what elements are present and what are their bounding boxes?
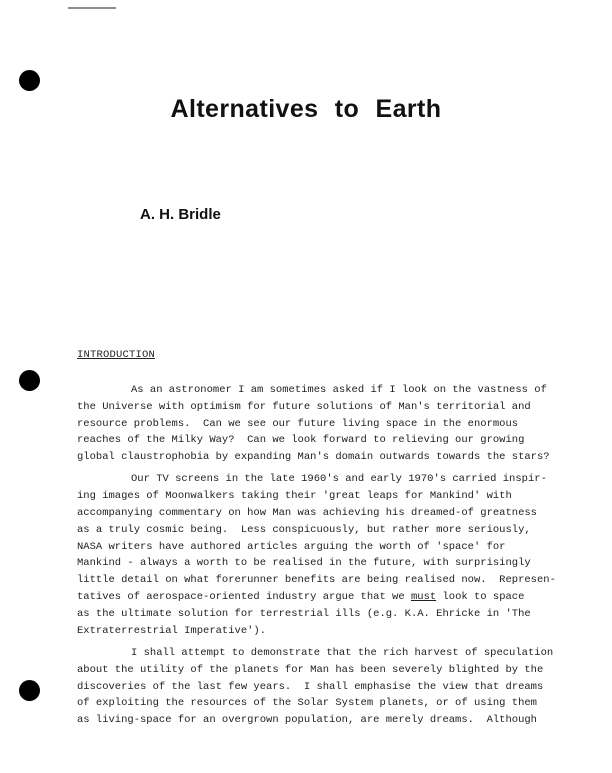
text-line: global claustrophobia by expanding Man's domain outwards towards the stars? [77,451,550,464]
text-line: of exploiting the resources of the Solar System planets, or of using them [77,697,537,710]
paragraph-2 [77,471,567,639]
text-line: as the ultimate solution for terrestrial ills (e.g. K.A. Ehricke in 'The [77,607,531,620]
text-line: Mankind - always a worth to be realised in the future, with surprisingly [77,557,531,570]
section-heading: INTRODUCTION [77,349,156,361]
paragraph-3 [77,645,567,729]
underlined-word: must [410,591,437,604]
text-line: As an astronomer I am sometimes asked if I look on the vastness of [131,384,547,396]
text-line: the Universe with optimism for future solutions of Man's territorial and [77,400,531,413]
text-line: Our TV screens in the late 1960's and early 1970's carried inspir- [131,473,547,486]
text-line: Extraterrestrial Imperative'). [77,624,267,637]
text-line: accompanying commentary on how Man was achieving his dreamed-of greatness [77,507,537,520]
text-line: resource problems. Can we see our future living space in the enormous [77,417,519,430]
document-body [77,382,567,734]
text-line: as a truly cosmic being. Less conspicuously, but rather more seriously, [77,523,531,536]
binder-hole-bottom [19,680,40,701]
text-line: reaches of the Milky Way? Can we look forward to relieving our growing [77,434,525,447]
paragraph-1 [77,382,567,466]
binder-hole-middle [19,370,40,391]
text-line: little detail on what forerunner benefits are being realised now. Represen- [77,574,556,587]
text-line: I shall attempt to demonstrate that the rich harvest of speculation [131,646,554,659]
text-line: as living-space for an overgrown population, are merely dreams. Although [77,714,537,727]
text-line: discoveries of the last few years. I shall emphasise the view that dreams [77,680,544,693]
header-scan-mark [68,7,116,9]
text-line: about the utility of the planets for Man has been severely blighted by the [77,663,544,676]
text-line: ing images of Moonwalkers taking their 'great leaps for Mankind' with [77,490,512,503]
text-fragment: tatives of aerospace-oriented industry argue that we [77,591,405,604]
document-author: A. H. Bridle [140,206,221,223]
document-title: Alternatives to Earth [170,95,442,123]
text-line-with-emphasis [77,589,567,606]
binder-hole-top [19,70,40,91]
text-line: NASA writers have authored articles arguing the worth of 'space' for [77,540,506,553]
text-fragment: look to space [442,591,525,604]
